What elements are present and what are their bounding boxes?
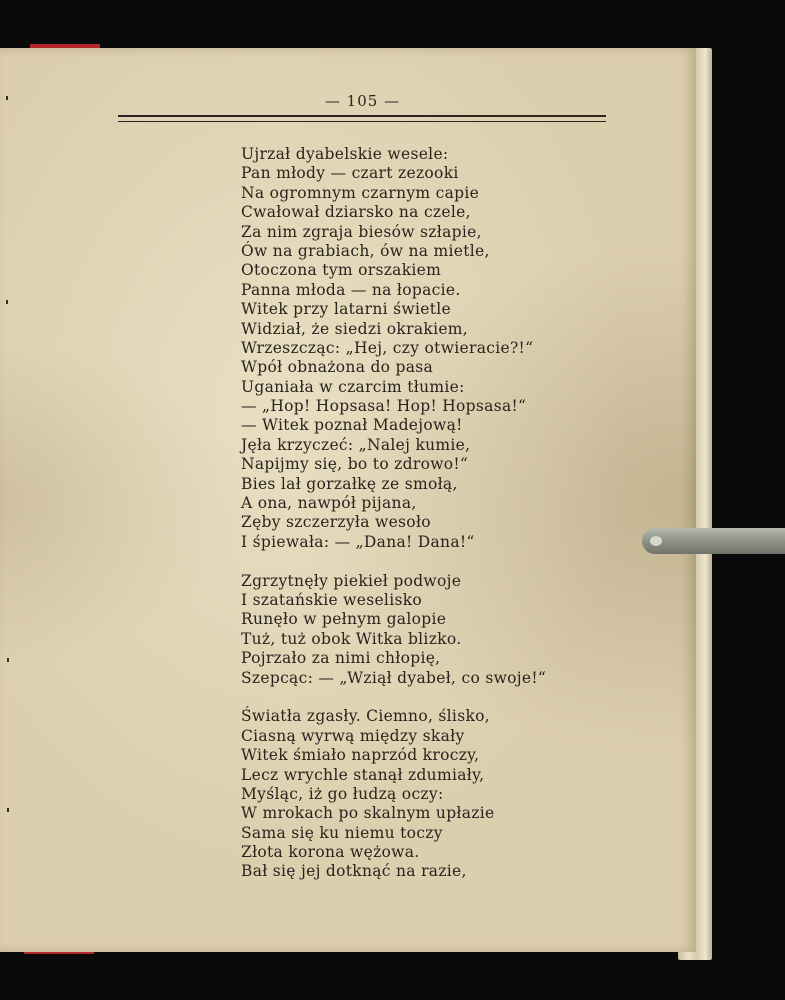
poem-line: Panna młoda — na łopacie. — [241, 280, 461, 299]
book-page — [0, 48, 696, 952]
poem-line: Ciasną wyrwą między skały — [241, 726, 465, 745]
poem-line: I śpiewała: — „Dana! Dana!“ — [241, 532, 475, 551]
header-rule-thin — [118, 121, 606, 122]
poem-line: Ów na grabiach, ów na mietle, — [241, 241, 490, 260]
poem-line: Uganiała w czarcim tłumie: — [241, 377, 465, 396]
poem-line: — Witek poznał Madejową! — [241, 416, 463, 435]
poem-line: Zęby szczerzyła wesoło — [241, 513, 431, 532]
poem-line: Sama się ku niemu toczy — [241, 823, 443, 842]
poem-line: Za nim zgraja biesów szłapie, — [241, 222, 482, 241]
poem-line: Wrzeszcząc: „Hej, czy otwieracie?!“ — [241, 338, 534, 357]
paper-speck — [6, 96, 8, 100]
poem-text — [241, 145, 546, 882]
poem-line: — „Hop! Hopsasa! Hop! Hopsasa!“ — [241, 397, 527, 416]
poem-line: W mrokach po skalnym upłazie — [241, 804, 495, 823]
poem-line: Zgrzytnęły piekieł podwoje — [241, 571, 462, 590]
poem-line: Otoczona tym orszakiem — [241, 261, 442, 280]
poem-line: Światła zgasły. Ciemno, ślisko, — [241, 707, 490, 726]
poem-line: Pojrzało za nimi chłopię, — [241, 649, 441, 668]
poem-line: Runęło w pełnym galopie — [241, 610, 447, 629]
poem-line: Widział, że siedzi okrakiem, — [241, 319, 469, 338]
bookmark-ribbon-hole — [650, 536, 662, 546]
poem-line: Cwałował dziarsko na czele, — [241, 203, 471, 222]
poem-line: Myśląc, iż go łudzą oczy: — [241, 784, 444, 803]
page-number: — 105 — — [324, 92, 401, 110]
poem-line: Szepcąc: — „Wziął dyabeł, co swoje!“ — [241, 668, 547, 687]
poem-line: A ona, nawpół pijana, — [241, 494, 417, 513]
poem-line: Witek przy latarni świetle — [241, 300, 451, 319]
poem-line: Jęła krzyczeć: „Nalej kumie, — [241, 435, 471, 454]
bookmark-ribbon[interactable] — [642, 528, 785, 554]
poem-line: Wpół obnażona do pasa — [241, 358, 434, 377]
poem-line: Tuż, tuż obok Witka blizko. — [241, 629, 462, 648]
poem-line: Na ogromnym czarnym capie — [241, 183, 480, 202]
paper-speck — [6, 300, 8, 304]
paper-speck — [7, 808, 9, 812]
stanza-gap — [241, 552, 546, 571]
poem-line: Pan młody — czart zezooki — [241, 164, 459, 183]
poem-line: Lecz wrychle stanął zdumiały, — [241, 765, 485, 784]
header-rule-thick — [118, 115, 606, 117]
paper-speck — [7, 658, 9, 662]
poem-line: Złota korona wężowa. — [241, 843, 420, 862]
poem-line: Bies lał gorzałkę ze smołą, — [241, 474, 458, 493]
stanza-gap — [241, 688, 546, 707]
poem-line: Bał się jej dotknąć na razie, — [241, 862, 467, 881]
poem-line: Ujrzał dyabelskie wesele: — [241, 145, 449, 163]
poem-line: I szatańskie weselisko — [241, 590, 423, 609]
poem-line: Witek śmiało naprzód kroczy, — [241, 746, 480, 765]
poem-line: Napijmy się, bo to zdrowo!“ — [241, 455, 469, 474]
